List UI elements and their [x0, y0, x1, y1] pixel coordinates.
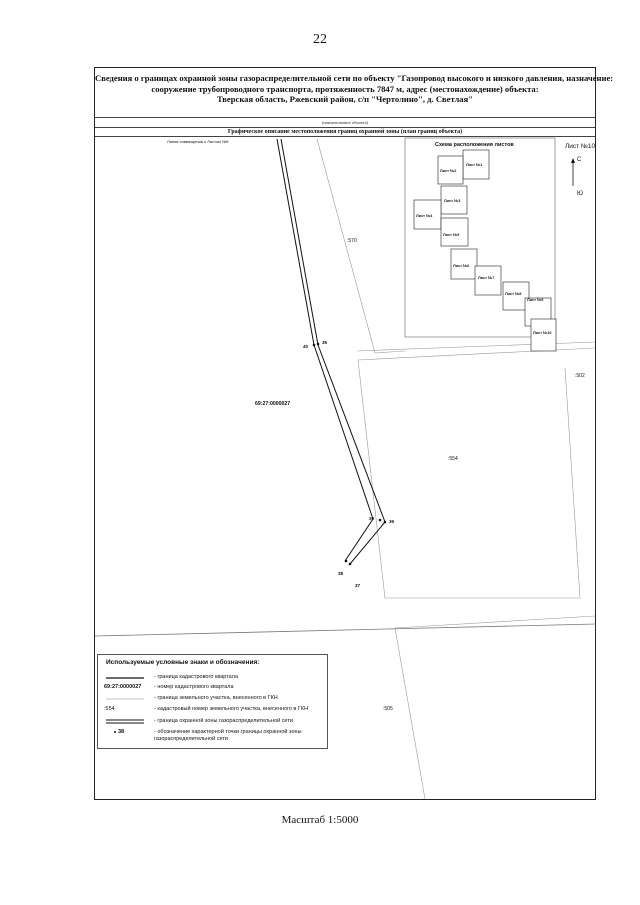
quarter-boundary: [95, 624, 596, 636]
point-marker-37: [349, 563, 352, 566]
section-title: Графическое описание местоположения границ охранной зоны (план границ объекта): [95, 128, 595, 137]
parcel-label-505: :505: [383, 706, 393, 712]
point-label-40: 40: [303, 344, 309, 349]
legend-desc-parcel-number: - кадастровый номер земельного участка, внесенного в ГКН: [154, 706, 309, 712]
legend-symbol-quarter-number: 69:27:0000027: [104, 684, 142, 690]
protection-zone-line-right: [281, 139, 385, 564]
plan-frame: [94, 67, 614, 800]
scale-label: Масштаб 1:5000: [281, 814, 359, 826]
point-label-36: 36: [389, 519, 395, 524]
point-marker-35: [317, 343, 320, 346]
parcel-554-left: [358, 360, 385, 598]
parcel-505-left: [395, 628, 425, 799]
legend-title: Используемые условные знаки и обозначения:: [106, 659, 260, 666]
sheet-label: Лист №10: [565, 143, 596, 150]
header-line-2: сооружение трубопроводного транспорта, протяженность 7847 м, адрес (местонахождение) объекта:: [151, 83, 539, 94]
schema-sheet-4: Лист №4: [416, 214, 433, 218]
legend-desc-quarter-number: - номер кадастрового квартала: [154, 684, 234, 690]
parcel-label-502: :502: [575, 373, 585, 379]
point-label-39: 39: [369, 516, 375, 521]
object-name-caption: (наименование объекта): [95, 118, 595, 128]
north-label: С: [577, 157, 582, 163]
south-label: Ю: [577, 191, 584, 197]
point-marker-39: [379, 519, 382, 522]
legend-desc-protection-zone: - граница охранной зоны газораспределительной сети: [154, 718, 293, 724]
point-label-38: 38: [338, 571, 344, 576]
match-line-label: Линия совмещения с Листом №9: [167, 139, 229, 144]
schema-sheet-6: Лист №6: [453, 264, 470, 268]
legend-symbol-quarter-boundary: [104, 675, 144, 681]
legend-symbol-point: [104, 729, 144, 736]
schema-sheet-8: Лист №8: [505, 292, 522, 296]
header-line-1: Сведения о границах охранной зоны газораспределительной сети по объекту "Газопровод высокого и низкого давления, назначение:: [95, 73, 614, 83]
north-arrow-icon: [571, 158, 575, 186]
parcel-554-right: [565, 368, 580, 598]
schema-sheet-5: Лист №5: [443, 233, 460, 237]
legend-box: [97, 654, 328, 749]
legend-desc-quarter-boundary: - граница кадастрового квартала: [154, 674, 239, 680]
legend-symbol-protection-zone: [104, 718, 144, 726]
parcel-570-boundary: [317, 139, 375, 353]
parcel-570-right: [375, 351, 405, 353]
legend-desc-point: - обозначение характерной точки границы охранной зоны газораспределительной сети: [154, 729, 302, 742]
schema-sheet-2: Лист №2: [440, 169, 457, 173]
schema-sheet-3: Лист №3: [444, 199, 461, 203]
point-marker-36: [384, 521, 387, 524]
header-line-3: Тверская область, Ржевский район, с/п "Чертолино", д. Светлая": [216, 94, 474, 104]
protection-zone-line-left: [277, 139, 373, 561]
legend-point-dot-icon: [114, 731, 116, 733]
sheet-schema: [405, 138, 556, 351]
legend-symbol-parcel-number: :554: [104, 706, 115, 712]
schema-sheet-9: Лист №9: [527, 298, 544, 302]
point-label-37: 37: [355, 583, 361, 588]
point-marker-38: [345, 560, 348, 563]
point-label-35: 35: [322, 340, 328, 345]
point-marker-40: [313, 344, 316, 347]
legend-point-number: 38: [118, 729, 125, 735]
quarter-number-label: 69:27:0000027: [255, 401, 291, 407]
legend-symbol-parcel-boundary: [104, 696, 144, 702]
legend-desc-parcel-boundary: - граница земельного участка, внесенного в ГКН: [154, 695, 278, 701]
parcel-label-554: :554: [448, 456, 458, 462]
schema-sheet-7: Лист №7: [478, 276, 495, 280]
parcel-label-570: :570: [347, 238, 357, 244]
schema-title: Схема расположения листов: [435, 142, 514, 148]
schema-sheet-1: Лист №1: [466, 163, 483, 167]
schema-sheet-10: Лист №10: [533, 331, 552, 335]
page-number: 22: [313, 32, 327, 47]
